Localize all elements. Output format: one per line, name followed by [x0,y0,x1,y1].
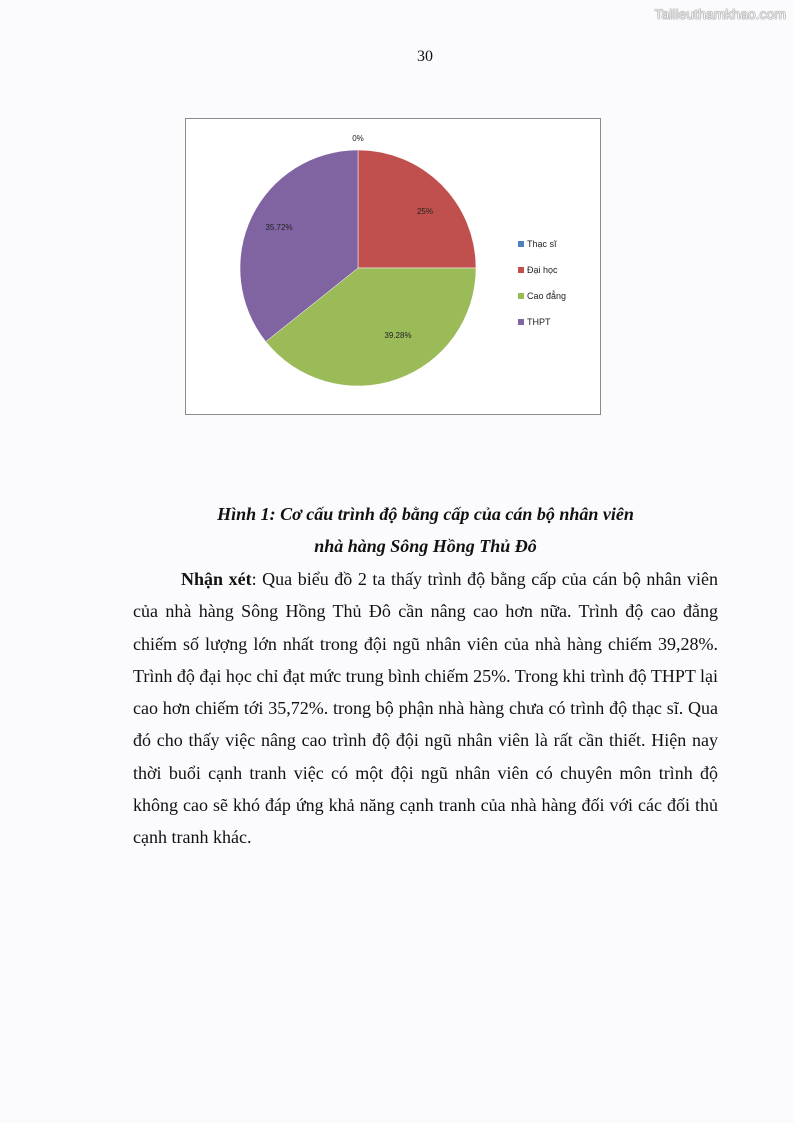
figure-caption-line-1: Hình 1: Cơ cấu trình độ bằng cấp của cán bộ nhân viên [217,504,634,524]
legend-label: Đại học [527,265,558,275]
legend-swatch-icon [518,267,524,273]
legend-item [518,309,566,335]
watermark: Tailieuthamkhao.com [654,6,786,22]
legend-item [518,283,566,309]
slice-data-label: 25% [416,207,434,216]
legend-item [518,231,566,257]
legend-swatch-icon [518,293,524,299]
pie-chart [185,118,601,415]
legend-swatch-icon [518,319,524,325]
legend-label: Cao đẳng [527,291,567,301]
slice-data-label: 39.28% [384,331,412,340]
legend-label: THPT [527,317,551,327]
page-number: 30 [417,48,433,65]
figure-caption-line-2: nhà hàng Sông Hồng Thủ Đô [314,536,537,556]
slice-data-label: 35.72% [265,223,293,232]
legend-swatch-icon [518,241,524,247]
slice-data-label: 0% [352,134,364,143]
body-paragraph [133,563,718,854]
paragraph-text: : Qua biểu đồ 2 ta thấy trình độ bằng cấp của cán bộ nhân viên của nhà hàng Sông Hồng Thủ Đô cần nâng cao hơn nữa. Trình độ cao đẳng chiếm số lượng lớn nhất trong đội ngũ nhân viên của nhà hàng chiếm 39,28%. Trình độ đại học chỉ đạt mức trung bình chiếm 25%. Trong khi trình độ THPT lại cao hơn chiếm tới 35,72%. trong bộ phận nhà hàng chưa có trình độ thạc sĩ. Qua đó cho thấy việc nâng cao trình độ đội ngũ nhân viên là rất cần thiết. Hiện nay thời buổi cạnh tranh việc có một đội ngũ nhân viên có chuyên môn trình độ không cao sẽ khó đáp ứng khả năng cạnh tranh của nhà hàng đối với các đối thủ cạnh tranh khác. [133,569,718,848]
legend-item [518,257,566,283]
chart-legend [518,231,566,335]
paragraph-lead: Nhận xét [181,569,252,589]
legend-label: Thạc sĩ [527,239,557,249]
